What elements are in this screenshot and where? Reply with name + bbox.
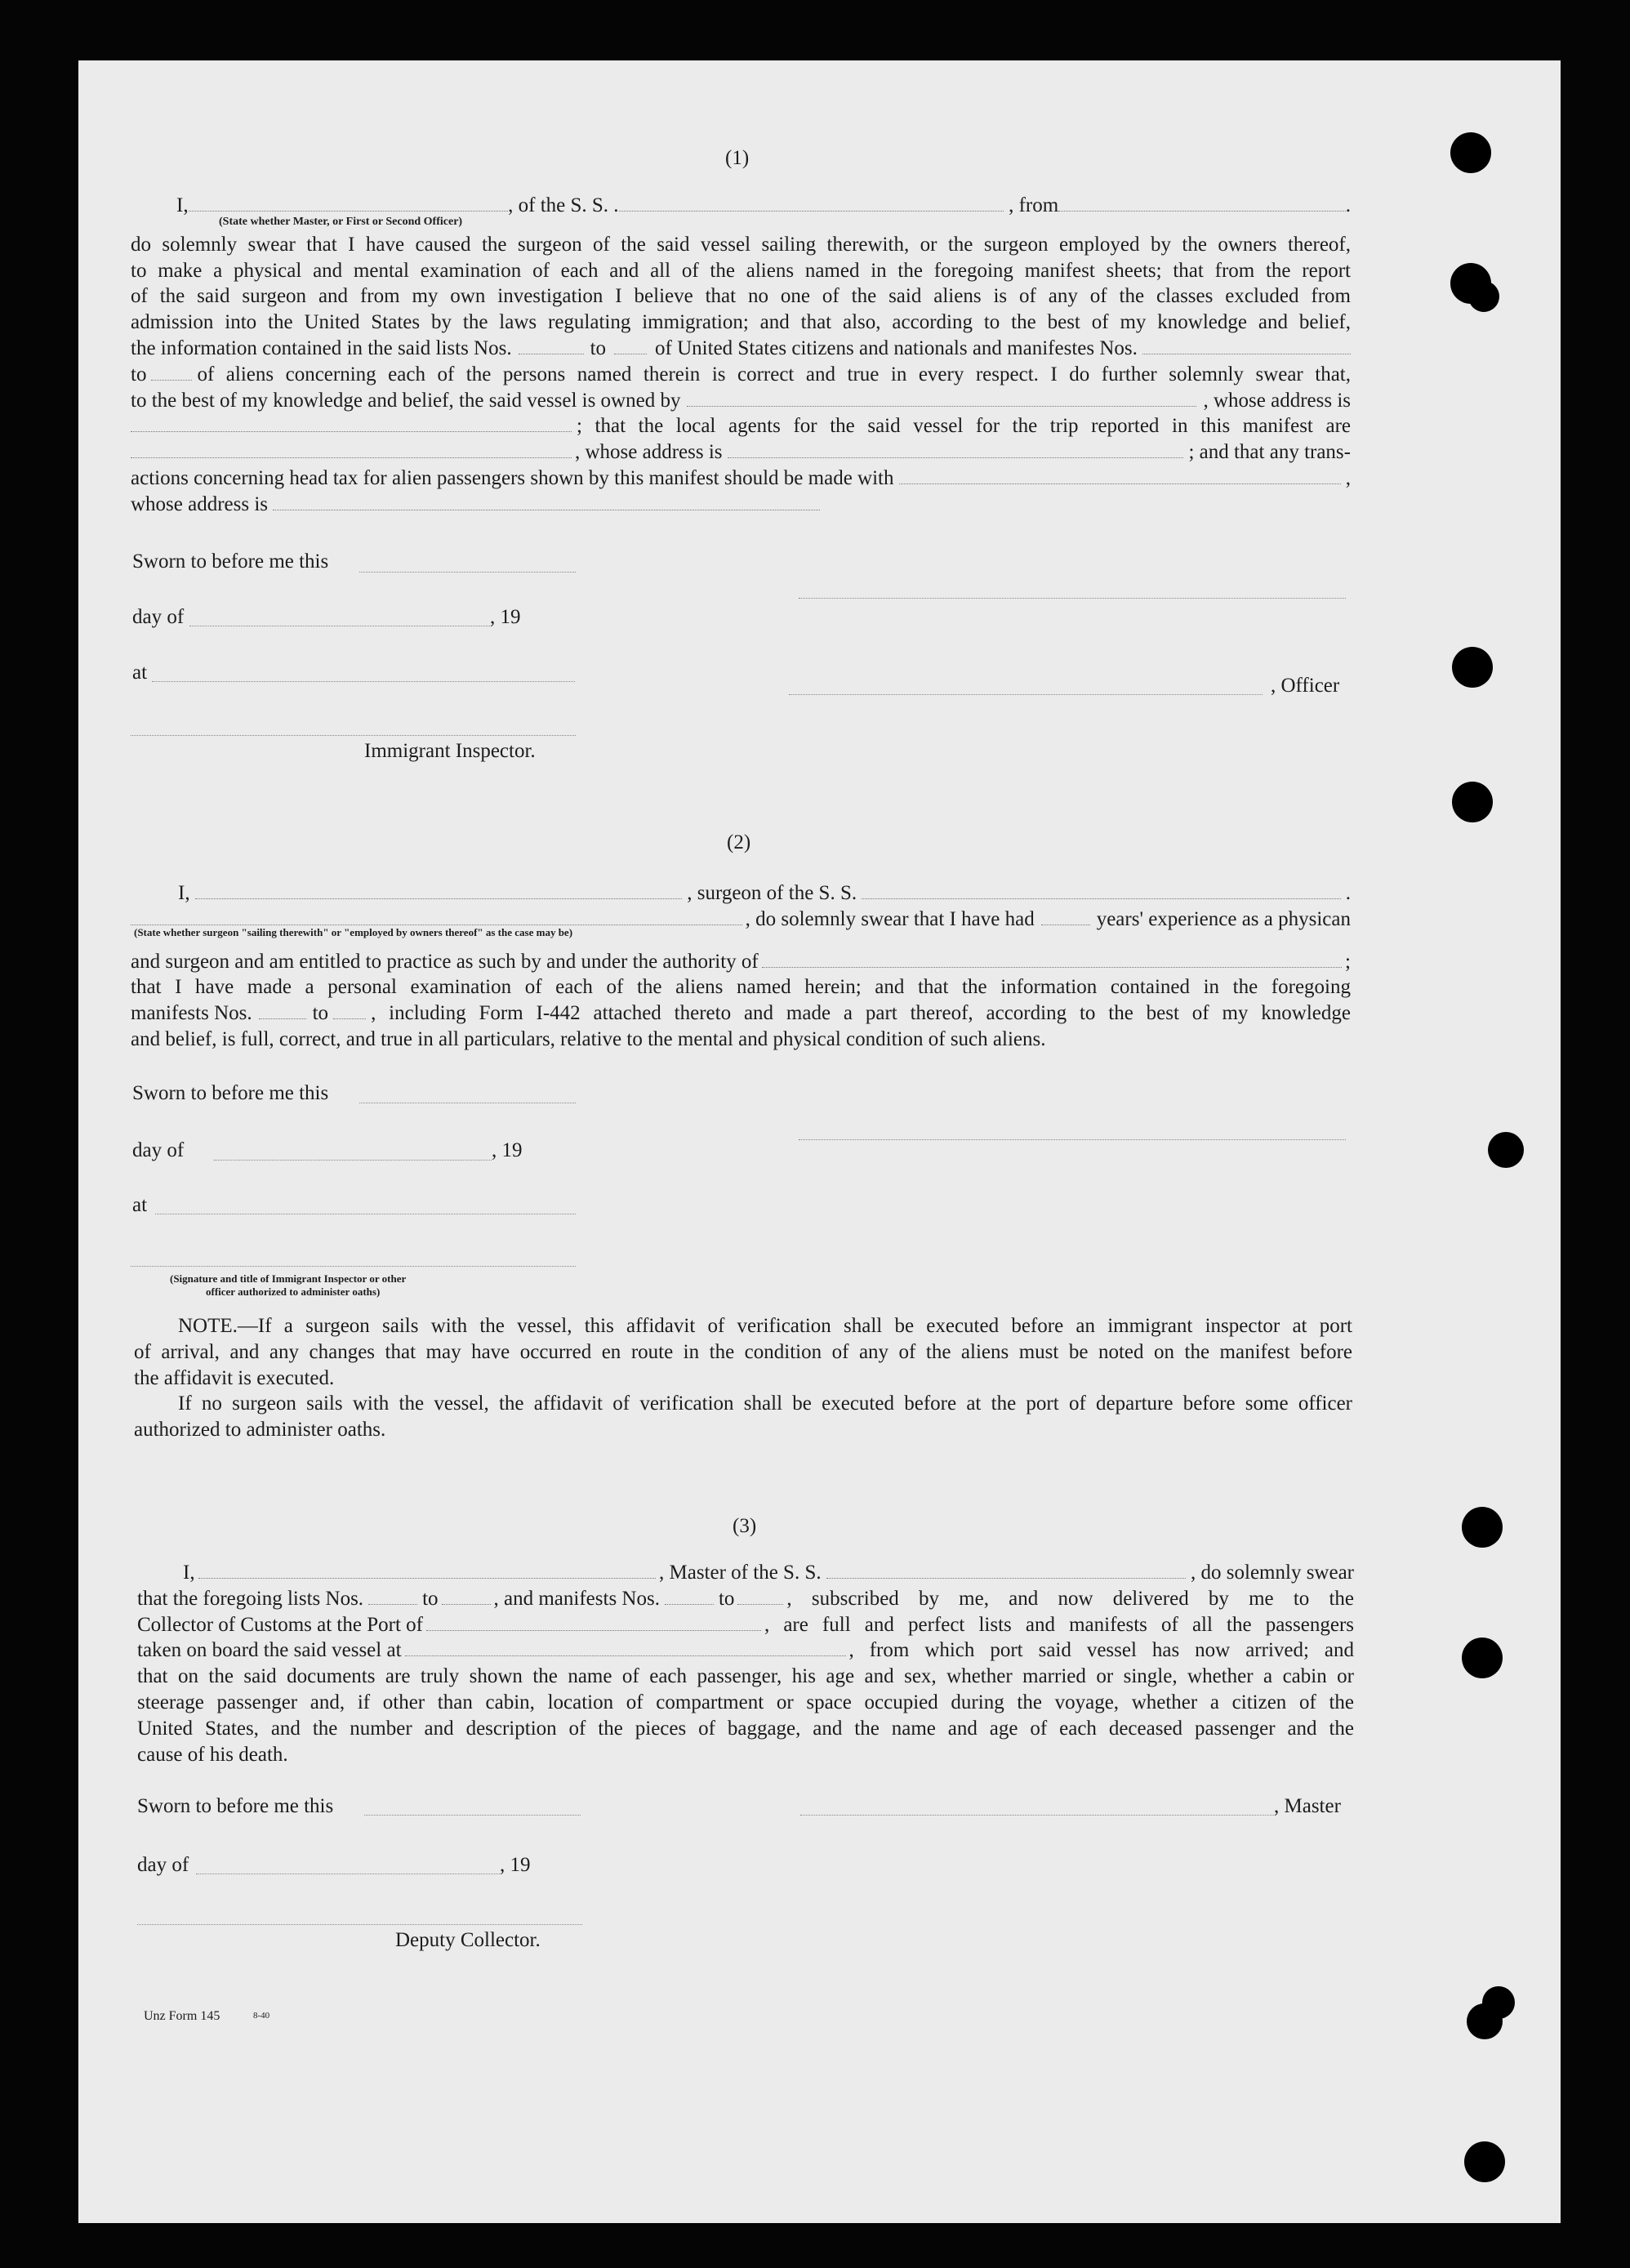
signature-line <box>137 1924 582 1925</box>
collector-label: Deputy Collector. <box>395 1929 541 1951</box>
signature-line <box>799 1139 1346 1140</box>
section-number: (3) <box>733 1515 757 1537</box>
sworn-label: Sworn to before me this <box>132 1082 329 1104</box>
label: , Master of the S. S. <box>659 1562 822 1584</box>
label: I, <box>183 1562 195 1584</box>
label: of aliens concerning each of the persons named therein is correct and true in every respect. I do further solemnly swear that, <box>197 363 1351 385</box>
label: , are full and perfect lists and manifests of all the passengers <box>764 1613 1354 1636</box>
paragraph-line: steerage passenger and, if other than cabin, location of compartment or space occupied during the voyage, whether a citizen of the <box>137 1691 1354 1713</box>
punch-hole <box>1462 1507 1503 1548</box>
label: . <box>1345 882 1352 904</box>
form-code: 8-40 <box>253 2011 270 2021</box>
section-1-affidavit <box>131 193 1351 518</box>
sworn-label: Sworn to before me this <box>137 1795 334 1817</box>
at-label: at <box>132 662 148 684</box>
section-number: (1) <box>725 147 750 169</box>
sworn-label: Sworn to before me this <box>132 550 329 573</box>
label: to <box>312 1002 329 1025</box>
punch-hole <box>1482 1986 1515 2019</box>
label: to <box>131 363 147 385</box>
label: to the best of my knowledge and belief, the said vessel is owned by <box>131 389 681 412</box>
label: I, <box>176 194 189 216</box>
note-line: of arrival, and any changes that may have occurred en route in the condition of any of the aliens must be noted on the manifest before <box>134 1340 1352 1363</box>
at-label: at <box>132 1194 148 1216</box>
label: ; <box>1345 950 1351 973</box>
label: , do solemnly swear that I have had <box>745 907 1035 930</box>
year-label: , 19 <box>500 1854 531 1876</box>
label: Collector of Customs at the Port of <box>137 1613 423 1636</box>
year-label: , 19 <box>490 606 521 628</box>
label: , and manifests Nos. <box>493 1587 660 1610</box>
label: , whose address is <box>575 441 723 464</box>
master-label: , Master <box>1274 1795 1341 1817</box>
signature-line <box>131 1266 576 1267</box>
note-line: the affidavit is executed. <box>134 1366 335 1389</box>
paragraph-line: that I have made a personal examination of each of the aliens named herein; and that the information contained in the foregoing <box>131 976 1351 999</box>
label: to <box>422 1587 439 1610</box>
signature-hint: officer authorized to administer oaths) <box>206 1285 381 1298</box>
signature-line <box>131 735 576 736</box>
place-line <box>152 681 575 682</box>
signature-line <box>800 1815 1274 1816</box>
officer-label: , Officer <box>1271 675 1340 697</box>
label: , from <box>1009 194 1059 216</box>
field-hint: (State whether Master, or First or Second Officer) <box>219 216 463 228</box>
label: , from which port said vessel has now arrived; and <box>848 1639 1354 1662</box>
punch-hole <box>1452 647 1493 688</box>
label: to <box>718 1587 735 1610</box>
label: , surgeon of the S. S. <box>687 882 857 904</box>
note-line: If no surgeon sails with the vessel, the affidavit of verification shall be executed before at the port of departure before some officer <box>178 1392 1352 1415</box>
label: of United States citizens and nationals and manifestes Nos. <box>655 336 1138 359</box>
label: the information contained in the said lists Nos. <box>131 336 512 359</box>
label: that the foregoing lists Nos. <box>137 1587 364 1610</box>
paragraph-line: and belief, is full, correct, and true in all particulars, relative to the mental and physical condition of such aliens. <box>131 1027 1046 1050</box>
label: , including Form I-442 attached thereto and made a part thereof, according to the best of my knowledge <box>371 1002 1351 1025</box>
label: . <box>1345 194 1352 216</box>
label: , of the S. S. . <box>508 194 619 216</box>
label: whose address is <box>131 492 269 515</box>
signature-line <box>359 572 576 573</box>
year-label: , 19 <box>492 1139 523 1161</box>
label: taken on board the said vessel at <box>137 1639 402 1662</box>
label: actions concerning head tax for alien passengers shown by this manifest should be made with <box>131 466 894 489</box>
paragraph-line: do solemnly swear that I have caused the surgeon of the said vessel sailing therewith, or the surgeon employed by the owners thereof, <box>131 233 1351 256</box>
paragraph-line: United States, and the number and description of the pieces of baggage, and the name and age of each deceased passenger and the <box>137 1717 1354 1740</box>
label: I, <box>178 882 190 904</box>
day-label: day of <box>132 1139 185 1161</box>
paragraph-line: to make a physical and mental examination of each and all of the aliens named in the foregoing manifest sheets; that from the report <box>131 259 1351 282</box>
form-number: Unz Form 145 <box>144 2009 220 2023</box>
label: and surgeon and am entitled to practice as such by and under the authority of <box>131 950 759 973</box>
punch-hole <box>1468 281 1499 312</box>
note <box>134 1313 1352 1443</box>
punch-hole <box>1488 1132 1524 1168</box>
label: to <box>590 336 607 359</box>
paragraph-line: of the said surgeon and from my own investigation I believe that no one of the said aliens is of any of the classes excluded from <box>131 285 1351 308</box>
signature-line <box>789 694 1263 695</box>
punch-hole <box>1450 132 1491 173</box>
day-label: day of <box>137 1854 189 1876</box>
paragraph-line: admission into the United States by the laws regulating immigration; and that also, according to the best of my knowledge and belief, <box>131 311 1351 334</box>
label: manifests Nos. <box>131 1002 252 1025</box>
label: , do solemnly swear <box>1191 1562 1354 1584</box>
paragraph-line: cause of his death. <box>137 1743 288 1766</box>
label: , whose address is <box>1203 389 1351 412</box>
field-hint: (State whether surgeon "sailing therewith" or "employed by owners thereof" as the case may be) <box>134 926 573 938</box>
label: ; that the local agents for the said vessel for the trip reported in this manifest are <box>577 415 1351 438</box>
note-line: authorized to administer oaths. <box>134 1419 386 1441</box>
label: , <box>1345 466 1351 489</box>
date-line <box>214 1160 492 1161</box>
signature-line <box>364 1815 581 1816</box>
punch-hole <box>1464 2141 1505 2182</box>
punch-hole <box>1462 1638 1503 1678</box>
label: ; and that any trans- <box>1188 441 1351 464</box>
label: years' experience as a physican <box>1096 907 1351 930</box>
inspector-label: Immigrant Inspector. <box>364 740 536 762</box>
note-line: NOTE.—If a surgeon sails with the vessel, this affidavit of verification shall be executed before an immigrant inspector at port <box>178 1315 1352 1337</box>
day-label: day of <box>132 606 185 628</box>
section-2-affidavit <box>131 880 1351 1053</box>
paragraph-line: that on the said documents are truly shown the name of each passenger, his age and sex, whether married or single, whether a cabin or <box>137 1665 1354 1688</box>
signature-line <box>799 598 1346 599</box>
label: , subscribed by me, and now delivered by me to the <box>786 1587 1354 1610</box>
punch-hole <box>1452 782 1493 822</box>
section-3-affidavit <box>137 1560 1354 1767</box>
section-number: (2) <box>727 831 751 853</box>
signature-hint: (Signature and title of Immigrant Inspector or other <box>170 1272 407 1285</box>
